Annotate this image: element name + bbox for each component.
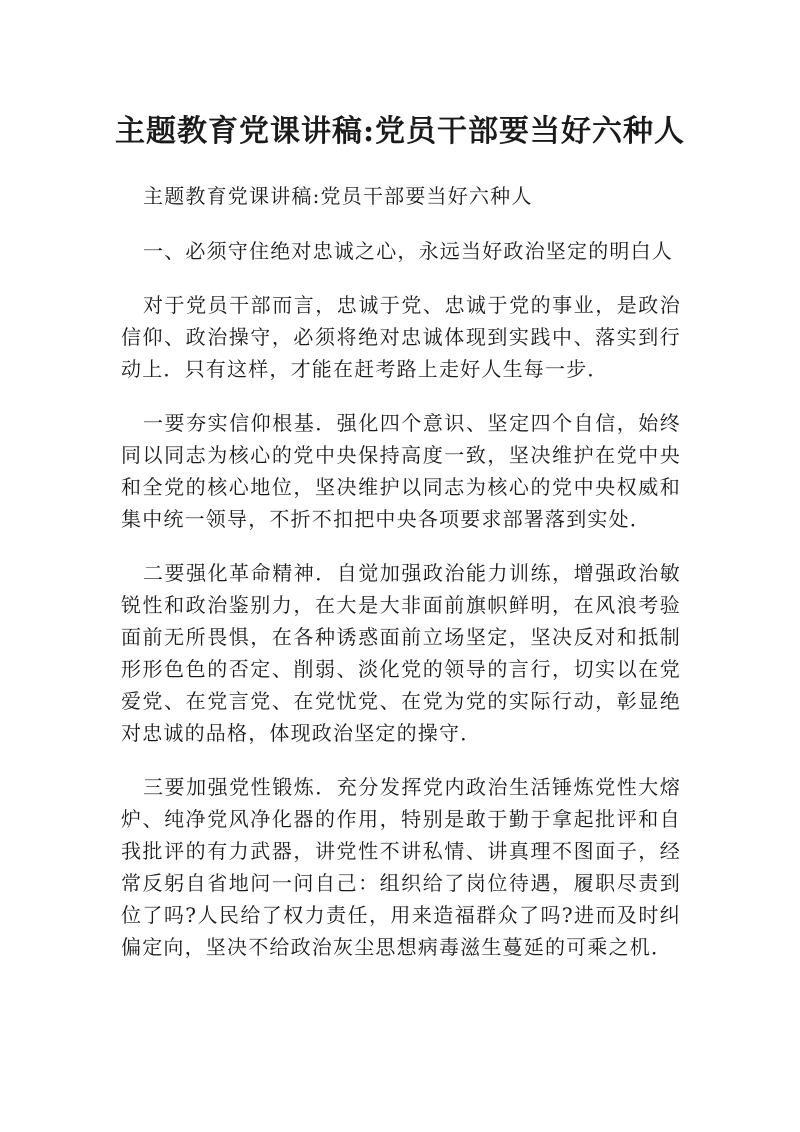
- paragraph-section-heading: 一、必须守住绝对忠诚之心，永远当好政治坚定的明白人: [143, 239, 673, 263]
- paragraph-subtitle: 主题教育党课讲稿:党员干部要当好六种人: [143, 184, 533, 208]
- paragraph-point-two: 二要强化革命精神．自觉加强政治能力训练，增强政治敏锐性和政治鉴别力，在大是大非面前旗帜鲜明，在风浪考验面前无所畏惧，在各种诱惑面前立场坚定，坚决反对和抵制形形色色的否定、削弱、淡化党的领导的言行，切实以在党爱党、在党言党、在党忧党、在党为党的实际行动，彰显绝对忠诚的品格，体现政治坚定的操守．: [121, 561, 681, 745]
- paragraph-intro: 对于党员干部而言，忠诚于党、忠诚于党的事业，是政治信仰、政治操守，必须将绝对忠诚体现到实践中、落实到行动上．只有这样，才能在赶考路上走好人生每一步．: [121, 293, 681, 381]
- paragraph-point-three: 三要加强党性锻炼．充分发挥党内政治生活锤炼党性大熔炉、纯净党风净化器的作用，特别是敢于勤于拿起批评和自我批评的有力武器，讲党性不讲私情、讲真理不图面子，经常反躬自省地问一问自己：组织给了岗位待遇，履职尽责到位了吗?人民给了权力责任，用来造福群众了吗?进而及时纠偏定向，坚决不给政治灰尘思想病毒滋生蔓延的可乘之机．: [121, 775, 681, 959]
- document-body: [121, 180, 681, 985]
- paragraph-point-one: 一要夯实信仰根基．强化四个意识、坚定四个自信，始终同以同志为核心的党中央保持高度一致，坚决维护在党中央和全党的核心地位，坚决维护以同志为核心的党中央权威和集中统一领导，不折不扣把中央各项要求部署落到实处．: [121, 411, 681, 531]
- document-title: 主题教育党课讲稿:党员干部要当好六种人: [114, 114, 686, 149]
